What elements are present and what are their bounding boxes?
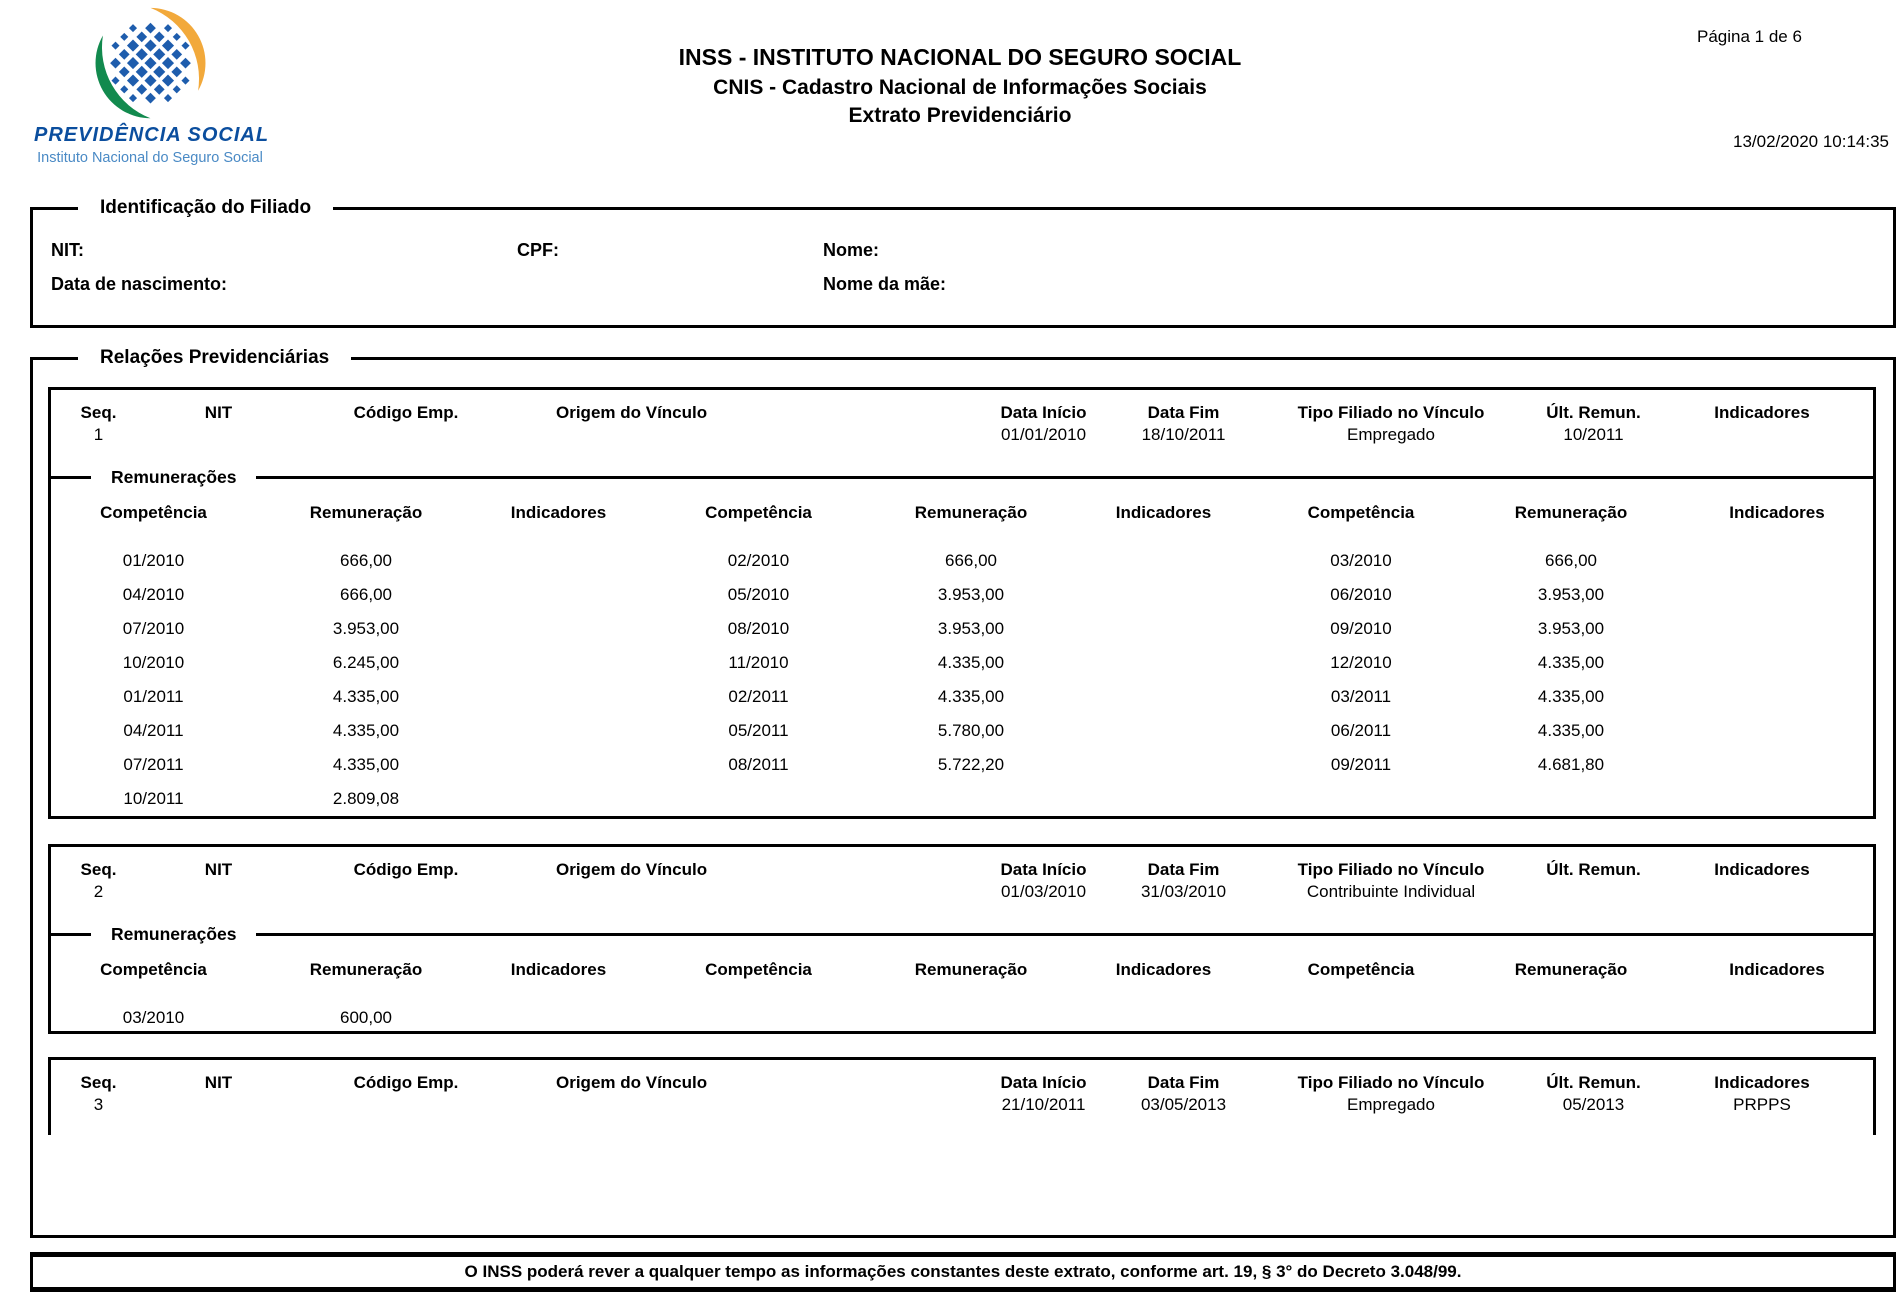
col-header-origem: Origem do Vínculo bbox=[556, 860, 708, 879]
remuneracao-row bbox=[51, 544, 1873, 578]
field-nome bbox=[823, 240, 879, 261]
col-header-indicadores: Indicadores bbox=[1729, 960, 1825, 979]
indicadores-cell bbox=[1681, 714, 1873, 748]
data-nascimento-label: Data de nascimento: bbox=[51, 274, 228, 294]
col-header-remuneracao: Remuneração bbox=[309, 960, 423, 979]
ult-remun-value: 05/2013 bbox=[1562, 1095, 1625, 1114]
col-header-data-fim: Data Fim bbox=[1147, 403, 1220, 422]
competencia-cell: 06/2011 bbox=[1330, 721, 1392, 740]
relations-section-title: Relações Previdenciárias bbox=[100, 347, 330, 368]
col-header-indicadores: Indicadores bbox=[1115, 960, 1212, 979]
indicadores-cell bbox=[476, 612, 641, 646]
field-nit bbox=[51, 240, 84, 261]
remuneracao-header-row bbox=[51, 502, 1873, 524]
col-header-tipo-filiado: Tipo Filiado no Vínculo bbox=[1297, 860, 1485, 879]
indicadores-cell bbox=[1066, 782, 1261, 816]
col-header-indicadores: Indicadores bbox=[1714, 1073, 1810, 1092]
indicadores-cell bbox=[1066, 748, 1261, 782]
remuneracoes-legend bbox=[51, 466, 1873, 488]
col-header-indicadores: Indicadores bbox=[1115, 503, 1212, 522]
indicadores-cell bbox=[1066, 680, 1261, 714]
remuneracao-cell: 4.335,00 bbox=[1537, 653, 1605, 672]
col-header-competencia: Competência bbox=[1307, 960, 1415, 979]
col-header-remuneracao: Remuneração bbox=[1514, 960, 1628, 979]
col-header-indicadores: Indicadores bbox=[1729, 503, 1825, 522]
remuneracao-cell: 4.335,00 bbox=[332, 687, 400, 706]
competencia-cell: 07/2011 bbox=[123, 755, 184, 774]
legal-notice-text: O INSS poderá rever a qualquer tempo as informações constantes deste extrato, conforme art. 19, § 3° do Decreto 3.048/99. bbox=[464, 1262, 1462, 1281]
col-header-seq: Seq. bbox=[80, 403, 117, 422]
competencia-cell: 08/2011 bbox=[728, 755, 789, 774]
field-cpf bbox=[517, 240, 559, 261]
legend-line-left bbox=[30, 207, 78, 210]
remuneracao-cell: 4.335,00 bbox=[937, 653, 1005, 672]
cpf-label: CPF: bbox=[517, 240, 559, 260]
remuneracao-cell: 4.335,00 bbox=[937, 687, 1005, 706]
remuneracao-cell: 4.335,00 bbox=[1537, 687, 1605, 706]
remuneracao-cell: 666,00 bbox=[1545, 551, 1597, 570]
indicadores-cell bbox=[1681, 544, 1873, 578]
remuneracao-cell: 4.335,00 bbox=[332, 721, 400, 740]
logo-brand-text: PREVIDÊNCIA SOCIAL bbox=[34, 124, 270, 146]
col-header-competencia: Competência bbox=[1307, 503, 1415, 522]
remuneracao-cell: 6.245,00 bbox=[332, 653, 400, 672]
col-header-nit: NIT bbox=[204, 1073, 233, 1092]
remuneracao-cell: 3.953,00 bbox=[937, 619, 1005, 638]
indicadores-cell bbox=[476, 544, 641, 578]
competencia-cell bbox=[641, 782, 876, 816]
vinculo-header-row bbox=[51, 402, 1873, 424]
field-nome-mae bbox=[823, 274, 946, 295]
remuneracao-cell: 3.953,00 bbox=[1537, 619, 1605, 638]
data-fim-value: 03/05/2013 bbox=[1140, 1095, 1227, 1114]
data-fim-value: 18/10/2011 bbox=[1141, 425, 1226, 444]
sequence-box-2 bbox=[48, 844, 1876, 1034]
competencia-cell: 10/2010 bbox=[122, 653, 185, 672]
previdencia-social-logo bbox=[34, 6, 270, 166]
legend-line-left bbox=[30, 357, 78, 360]
legend-line-right bbox=[333, 207, 1896, 210]
competencia-cell: 10/2011 bbox=[123, 789, 184, 808]
indicadores-cell bbox=[476, 782, 641, 816]
indicadores-cell bbox=[1681, 748, 1873, 782]
indicadores-cell bbox=[1681, 1001, 1873, 1035]
remuneracao-cell: 600,00 bbox=[340, 1008, 392, 1027]
col-header-indicadores: Indicadores bbox=[1714, 403, 1810, 422]
origem-value bbox=[521, 1094, 921, 1116]
col-header-ult-remun: Últ. Remun. bbox=[1546, 403, 1641, 422]
indicadores-cell bbox=[1066, 1001, 1261, 1035]
indicadores-value bbox=[1651, 424, 1873, 446]
col-header-seq: Seq. bbox=[80, 860, 117, 879]
remuneracao-row bbox=[51, 646, 1873, 680]
indicadores-cell bbox=[1681, 782, 1873, 816]
competencia-cell: 12/2010 bbox=[1330, 653, 1392, 672]
competencia-cell: 05/2010 bbox=[727, 585, 790, 604]
indicadores-cell bbox=[1066, 612, 1261, 646]
competencia-cell: 04/2011 bbox=[123, 721, 184, 740]
competencia-cell: 05/2011 bbox=[728, 721, 789, 740]
indicadores-cell bbox=[1681, 680, 1873, 714]
title-cnis: CNIS - Cadastro Nacional de Informações Sociais bbox=[713, 76, 1207, 99]
nit-value bbox=[146, 881, 291, 903]
competencia-cell: 03/2011 bbox=[1330, 687, 1392, 706]
codigo-emp-value bbox=[291, 1094, 521, 1116]
competencia-cell: 01/2010 bbox=[122, 551, 185, 570]
indicadores-cell bbox=[476, 1001, 641, 1035]
col-header-competencia: Competência bbox=[705, 960, 812, 979]
competencia-cell bbox=[1261, 782, 1461, 816]
col-header-data-inicio: Data Início bbox=[1000, 1073, 1087, 1092]
indicadores-cell bbox=[476, 748, 641, 782]
indicadores-cell bbox=[1681, 646, 1873, 680]
previdencia-globe-icon bbox=[63, 6, 238, 124]
col-header-data-inicio: Data Início bbox=[1000, 860, 1087, 879]
nome-mae-label: Nome da mãe: bbox=[823, 274, 947, 294]
indicadores-cell bbox=[1681, 578, 1873, 612]
data-inicio-value: 01/03/2010 bbox=[1000, 882, 1087, 901]
remuneracao-row bbox=[51, 782, 1873, 816]
col-header-seq: Seq. bbox=[80, 1073, 117, 1092]
remuneracao-cell bbox=[876, 1001, 1066, 1035]
col-header-competencia: Competência bbox=[705, 503, 812, 522]
remuneracao-cell: 666,00 bbox=[340, 585, 392, 604]
origem-value bbox=[521, 881, 921, 903]
ult-remun-value: 10/2011 bbox=[1563, 425, 1624, 444]
competencia-cell bbox=[641, 1001, 876, 1035]
col-header-origem: Origem do Vínculo bbox=[556, 403, 708, 422]
remuneracao-row bbox=[51, 578, 1873, 612]
tipo-filiado-value: Contribuinte Individual bbox=[1306, 882, 1476, 901]
vinculo-value-row bbox=[51, 424, 1873, 446]
nit-value bbox=[146, 424, 291, 446]
remuneracao-cell: 5.722,20 bbox=[937, 755, 1005, 774]
vinculo-header-row bbox=[51, 1072, 1873, 1094]
relations-section bbox=[30, 347, 1896, 1238]
competencia-cell: 02/2010 bbox=[727, 551, 790, 570]
logo-brand-subtext: Instituto Nacional do Seguro Social bbox=[37, 150, 263, 166]
col-header-data-inicio: Data Início bbox=[1000, 403, 1087, 422]
remuneracoes-title: Remunerações bbox=[111, 466, 237, 487]
legend-line-left bbox=[51, 933, 91, 936]
col-header-indicadores: Indicadores bbox=[510, 960, 607, 979]
remuneracao-row bbox=[51, 612, 1873, 646]
vinculo-value-row bbox=[51, 1094, 1873, 1116]
col-header-ult-remun: Últ. Remun. bbox=[1546, 860, 1641, 879]
remuneracao-cell bbox=[876, 782, 1066, 816]
title-extrato: Extrato Previdenciário bbox=[848, 104, 1072, 127]
col-header-codigo-emp: Código Emp. bbox=[353, 860, 459, 879]
legend-line-right bbox=[256, 933, 1873, 936]
legend-line-right bbox=[256, 476, 1873, 479]
indicadores-value: PRPPS bbox=[1733, 1095, 1791, 1114]
col-header-nit: NIT bbox=[204, 860, 233, 879]
indicadores-cell bbox=[476, 680, 641, 714]
indicadores-cell bbox=[1681, 612, 1873, 646]
indicadores-cell bbox=[476, 714, 641, 748]
seq-value: 2 bbox=[93, 882, 104, 901]
col-header-codigo-emp: Código Emp. bbox=[353, 403, 459, 422]
remuneracao-row bbox=[51, 680, 1873, 714]
competencia-cell: 01/2011 bbox=[123, 687, 184, 706]
data-fim-value: 31/03/2010 bbox=[1140, 882, 1227, 901]
remuneracoes-legend bbox=[51, 923, 1873, 945]
tipo-filiado-value: Empregado bbox=[1347, 425, 1435, 444]
remuneracao-cell: 4.681,80 bbox=[1537, 755, 1605, 774]
data-inicio-value: 21/10/2011 bbox=[1001, 1095, 1086, 1114]
remuneracao-cell: 3.953,00 bbox=[332, 619, 400, 638]
remuneracao-cell: 3.953,00 bbox=[1537, 585, 1605, 604]
nit-label: NIT: bbox=[51, 240, 84, 260]
tipo-filiado-value: Empregado bbox=[1347, 1095, 1435, 1114]
codigo-emp-value bbox=[291, 881, 521, 903]
title-inss: INSS - INSTITUTO NACIONAL DO SEGURO SOCIAL bbox=[678, 44, 1242, 70]
document-title-block bbox=[430, 44, 1490, 128]
competencia-cell: 04/2010 bbox=[122, 585, 185, 604]
col-header-remuneracao: Remuneração bbox=[309, 503, 423, 522]
competencia-cell: 09/2010 bbox=[1330, 619, 1392, 638]
remuneracao-cell: 666,00 bbox=[945, 551, 997, 570]
col-header-remuneracao: Remuneração bbox=[914, 503, 1028, 522]
vinculo-header-row bbox=[51, 859, 1873, 881]
remuneracao-rows bbox=[51, 1001, 1873, 1035]
competencia-cell: 11/2010 bbox=[728, 653, 789, 672]
seq-value: 1 bbox=[93, 425, 104, 444]
spacer bbox=[921, 859, 966, 881]
col-header-indicadores: Indicadores bbox=[1714, 860, 1810, 879]
remuneracao-row bbox=[51, 748, 1873, 782]
remuneracoes-title: Remunerações bbox=[111, 923, 237, 944]
competencia-cell bbox=[1261, 1001, 1461, 1035]
col-header-ult-remun: Últ. Remun. bbox=[1546, 1073, 1641, 1092]
remuneracao-header-row bbox=[51, 959, 1873, 981]
remuneracao-rows bbox=[51, 544, 1873, 816]
remuneracao-row bbox=[51, 714, 1873, 748]
identification-section-title: Identificação do Filiado bbox=[100, 197, 312, 218]
indicadores-cell bbox=[476, 578, 641, 612]
legend-line-right bbox=[351, 357, 1896, 360]
seq-value: 3 bbox=[93, 1095, 104, 1114]
logo-tile-globe bbox=[93, 7, 206, 120]
sequence-box-3 bbox=[48, 1057, 1876, 1135]
indicadores-cell bbox=[1066, 544, 1261, 578]
col-header-remuneracao: Remuneração bbox=[1514, 503, 1628, 522]
col-header-nit: NIT bbox=[204, 403, 233, 422]
generation-timestamp: 13/02/2020 10:14:35 bbox=[1733, 132, 1889, 151]
page-indicator: Página 1 de 6 bbox=[1697, 27, 1802, 46]
indicadores-cell bbox=[476, 646, 641, 680]
remuneracao-cell bbox=[1461, 1001, 1681, 1035]
competencia-cell: 06/2010 bbox=[1330, 585, 1392, 604]
identification-section bbox=[30, 197, 1896, 328]
competencia-cell: 07/2010 bbox=[122, 619, 185, 638]
spacer bbox=[921, 424, 966, 446]
indicadores-cell bbox=[1066, 578, 1261, 612]
col-header-remuneracao: Remuneração bbox=[914, 960, 1028, 979]
spacer bbox=[921, 1072, 966, 1094]
col-header-competencia: Competência bbox=[100, 960, 207, 979]
remuneracao-cell: 3.953,00 bbox=[937, 585, 1005, 604]
competencia-cell: 02/2011 bbox=[728, 687, 789, 706]
remuneracao-cell bbox=[1461, 782, 1681, 816]
competencia-cell: 08/2010 bbox=[727, 619, 790, 638]
col-header-competencia: Competência bbox=[100, 503, 207, 522]
relations-legend bbox=[30, 344, 1896, 372]
col-header-codigo-emp: Código Emp. bbox=[353, 1073, 459, 1092]
remuneracao-cell: 4.335,00 bbox=[1537, 721, 1605, 740]
legal-notice-box bbox=[30, 1252, 1896, 1292]
field-data-nascimento bbox=[51, 274, 227, 295]
nome-label: Nome: bbox=[823, 240, 880, 260]
remuneracao-cell: 2.809,08 bbox=[332, 789, 400, 808]
col-header-indicadores: Indicadores bbox=[510, 503, 607, 522]
col-header-tipo-filiado: Tipo Filiado no Vínculo bbox=[1297, 1073, 1485, 1092]
competencia-cell: 09/2011 bbox=[1330, 755, 1392, 774]
spacer bbox=[921, 881, 966, 903]
origem-value bbox=[521, 424, 921, 446]
spacer bbox=[921, 1094, 966, 1116]
ult-remun-value bbox=[1536, 881, 1651, 903]
remuneracao-row bbox=[51, 1001, 1873, 1035]
data-inicio-value: 01/01/2010 bbox=[1000, 425, 1087, 444]
competencia-cell: 03/2010 bbox=[122, 1008, 185, 1027]
col-header-tipo-filiado: Tipo Filiado no Vínculo bbox=[1297, 403, 1485, 422]
col-header-data-fim: Data Fim bbox=[1147, 860, 1220, 879]
codigo-emp-value bbox=[291, 424, 521, 446]
remuneracao-cell: 4.335,00 bbox=[332, 755, 400, 774]
indicadores-cell bbox=[1066, 714, 1261, 748]
remuneracao-cell: 5.780,00 bbox=[937, 721, 1005, 740]
sequence-box-1 bbox=[48, 387, 1876, 819]
identification-legend bbox=[30, 194, 1896, 222]
indicadores-cell bbox=[1066, 646, 1261, 680]
indicadores-value bbox=[1651, 881, 1873, 903]
col-header-data-fim: Data Fim bbox=[1147, 1073, 1220, 1092]
col-header-origem: Origem do Vínculo bbox=[556, 1073, 708, 1092]
remuneracao-cell: 666,00 bbox=[340, 551, 392, 570]
vinculo-value-row bbox=[51, 881, 1873, 903]
nit-value bbox=[146, 1094, 291, 1116]
legend-line-left bbox=[51, 476, 91, 479]
competencia-cell: 03/2010 bbox=[1330, 551, 1392, 570]
spacer bbox=[921, 402, 966, 424]
